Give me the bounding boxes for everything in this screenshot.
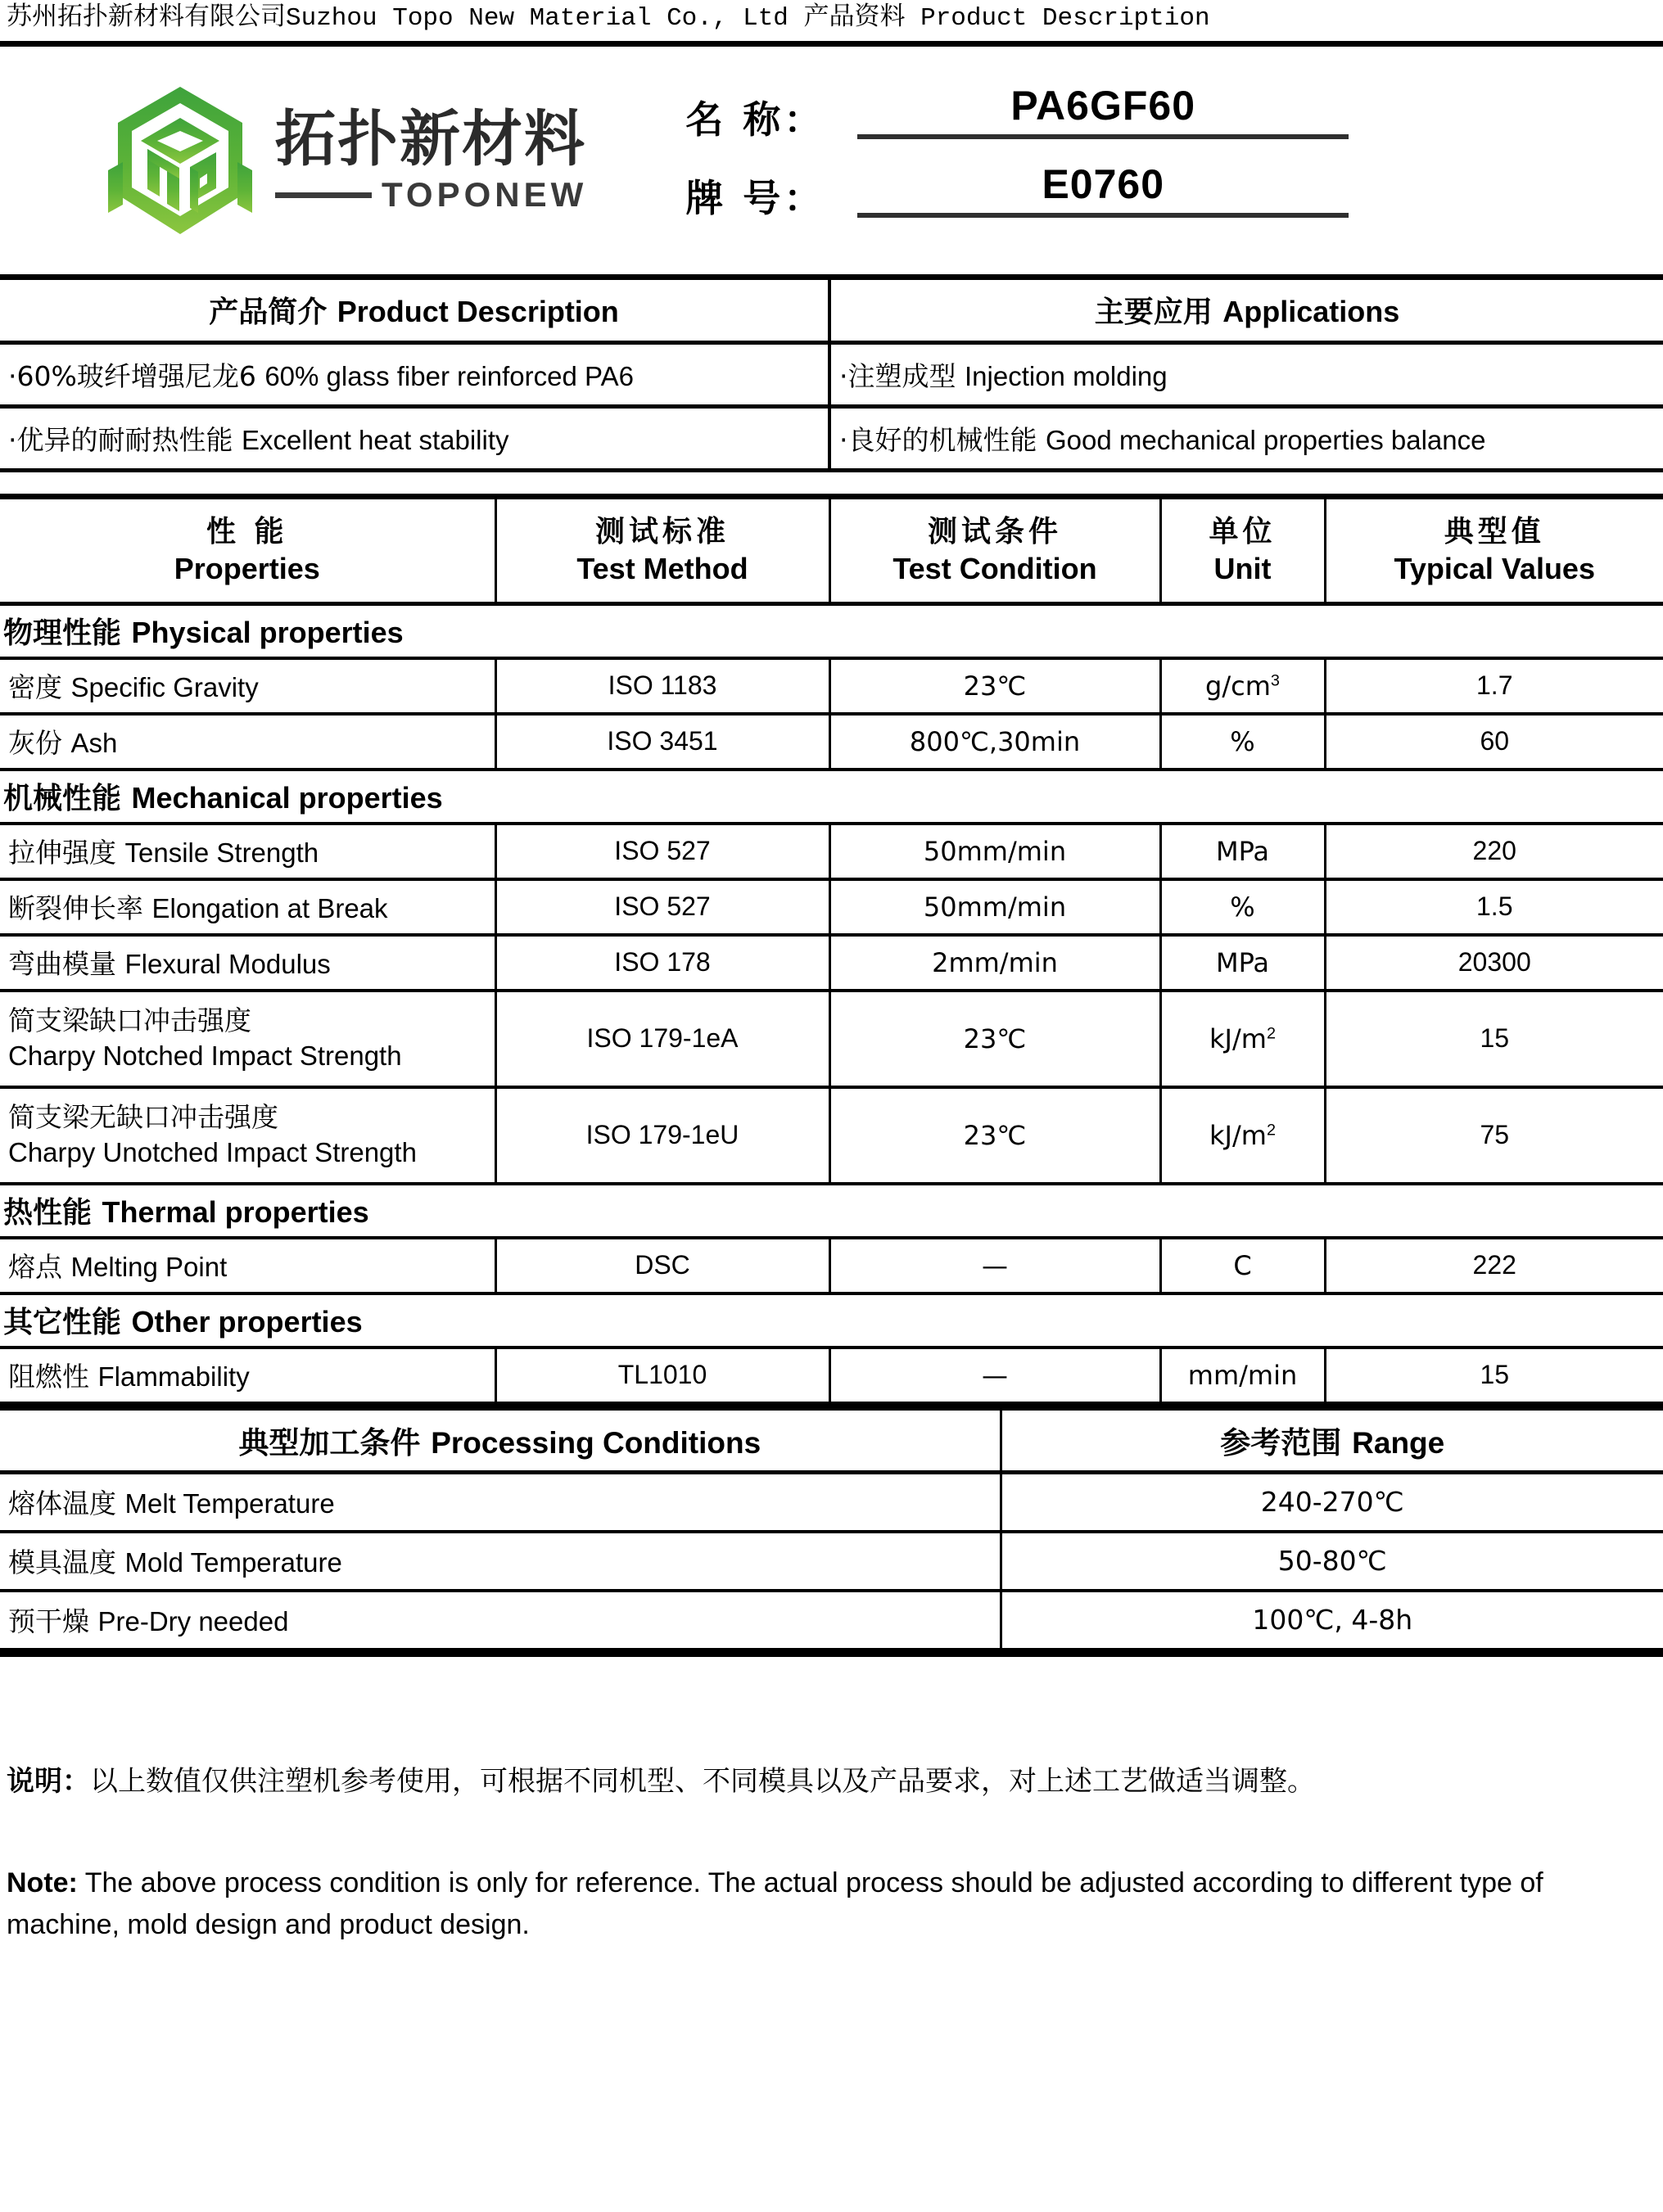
header-properties: [0, 499, 495, 604]
property-unit: [1160, 935, 1325, 991]
processing-parameter-name-en: Pre-Dry needed: [97, 1606, 289, 1637]
processing-table-top-rule: [0, 1405, 1663, 1411]
property-name: [0, 714, 495, 770]
property-unit-text: %: [1230, 891, 1255, 923]
description-item-en: 60% glass fiber reinforced PA6: [264, 360, 634, 391]
header-properties-cn: 性 能: [206, 515, 288, 549]
property-unit: [1160, 714, 1325, 770]
processing-parameter-name: [0, 1591, 1001, 1650]
property-group-heading-row: [0, 1293, 1663, 1348]
property-group-heading-en: Mechanical properties: [131, 781, 443, 815]
applications-heading-cn: 主要应用: [1094, 296, 1223, 330]
property-typical-value: 15: [1325, 991, 1663, 1087]
property-unit-exponent: 2: [1266, 1023, 1276, 1042]
property-group-heading: [0, 1293, 1663, 1348]
header-test-method-cn: 测试标准: [594, 515, 730, 549]
description-row: [0, 342, 1663, 406]
processing-table-bottom-rule: [0, 1651, 1663, 1657]
processing-conditions-heading-en: Processing Conditions: [431, 1426, 761, 1460]
property-test-condition: [829, 1348, 1160, 1403]
product-grade-label: 牌 号：: [685, 175, 825, 220]
property-unit: [1160, 1348, 1325, 1403]
header-test-condition: [829, 499, 1160, 604]
property-test-condition: [829, 1087, 1160, 1184]
processing-parameter-name: [0, 1532, 1001, 1591]
property-test-method: DSC: [495, 1238, 829, 1293]
property-row: [0, 991, 1663, 1087]
product-grade-value-field: [857, 160, 1349, 218]
property-name: [0, 1087, 495, 1184]
product-grade-row: [685, 160, 1655, 218]
property-name-cn: 简支梁缺口冲击强度: [8, 1004, 251, 1037]
processing-parameter-name-cn: 熔体温度: [8, 1487, 125, 1520]
processing-row: [0, 1591, 1663, 1650]
property-group-heading-en: Physical properties: [131, 616, 404, 650]
header-test-condition-cn: 测试条件: [927, 515, 1062, 549]
property-name-en: Charpy Notched Impact Strength: [8, 1040, 402, 1071]
property-typical-value: 1.7: [1325, 658, 1663, 714]
application-item: [829, 342, 1663, 406]
applications-heading: [829, 280, 1663, 342]
header-unit-cn: 单位: [1209, 515, 1277, 549]
property-name-cn: 弯曲模量: [8, 948, 125, 981]
property-group-heading: [0, 1184, 1663, 1238]
product-name-row: [685, 82, 1655, 142]
property-group-heading: [0, 770, 1663, 824]
processing-parameter-range-value: 50-80℃: [1277, 1545, 1387, 1578]
product-grade-value: E0760: [1042, 161, 1165, 208]
processing-parameter-range: [1001, 1591, 1663, 1650]
property-row: [0, 879, 1663, 935]
property-test-method: ISO 178: [495, 935, 829, 991]
property-group-heading-row: [0, 770, 1663, 824]
description-row: [0, 406, 1663, 470]
header-test-condition-en: Test Condition: [893, 552, 1097, 586]
footer-notes: [0, 1762, 1663, 1946]
property-test-condition: [829, 1238, 1160, 1293]
note-chinese-text: 以上数值仅供注塑机参考使用，可根据不同机型、不同模具以及产品要求，对上述工艺做适当调整。: [90, 1764, 1315, 1798]
processing-parameter-range-value: 100℃, 4-8h: [1252, 1604, 1413, 1636]
property-unit: [1160, 1238, 1325, 1293]
processing-parameter-range: [1001, 1532, 1663, 1591]
property-test-condition: [829, 991, 1160, 1087]
hexagon-cube-leaf-logo-icon: [98, 82, 262, 239]
range-heading-cn: 参考范围: [1220, 1425, 1353, 1461]
processing-parameter-name: [0, 1473, 1001, 1532]
processing-parameter-range: [1001, 1473, 1663, 1532]
processing-parameter-name-cn: 模具温度: [8, 1546, 125, 1579]
property-name-cn: 简支梁无缺口冲击强度: [8, 1101, 278, 1134]
property-name: [0, 658, 495, 714]
property-name: [0, 935, 495, 991]
property-unit-text: C: [1233, 1249, 1252, 1281]
header-typical-values: [1325, 499, 1663, 604]
note-english-label: Note:: [7, 1867, 78, 1898]
property-name-cn: 拉伸强度: [8, 837, 116, 869]
processing-parameter-name-en: Mold Temperature: [124, 1547, 342, 1578]
note-chinese-label: 说明：: [7, 1764, 90, 1798]
properties-header-row: [0, 499, 1663, 604]
property-typical-value: 75: [1325, 1087, 1663, 1184]
header-typical-values-cn: 典型值: [1444, 515, 1545, 549]
description-item: [0, 406, 829, 470]
property-name-en: Ash: [70, 728, 118, 759]
company-logo: [98, 82, 587, 239]
application-item-cn: ·良好的机械性能: [839, 423, 1046, 456]
property-test-condition: [829, 658, 1160, 714]
property-test-condition-value: 800℃,30min: [909, 725, 1081, 757]
property-name-cn: 灰份: [8, 727, 71, 760]
processing-conditions-table: [0, 1411, 1663, 1651]
property-unit-text: kJ/m: [1209, 1119, 1267, 1151]
logo-dash-rule: [275, 192, 372, 198]
property-unit-text: MPa: [1215, 835, 1270, 867]
property-typical-value: 222: [1325, 1238, 1663, 1293]
processing-header-row: [0, 1411, 1663, 1473]
property-test-condition-value: 50mm/min: [923, 891, 1067, 923]
product-name-value: PA6GF60: [1010, 83, 1196, 129]
note-chinese: [7, 1762, 1656, 1802]
application-item-cn: ·注塑成型: [839, 359, 965, 392]
processing-row: [0, 1473, 1663, 1532]
property-test-condition: [829, 824, 1160, 879]
property-row: [0, 1087, 1663, 1184]
property-name-cn: 熔点: [8, 1251, 62, 1284]
property-group-heading-en: Thermal properties: [102, 1195, 369, 1230]
property-group-heading-row: [0, 1184, 1663, 1238]
property-unit-exponent: 2: [1266, 1120, 1276, 1139]
property-group-heading: [0, 604, 1663, 658]
property-row: [0, 1238, 1663, 1293]
company-header-bar: 苏州拓扑新材料有限公司Suzhou Topo New Material Co., Ltd 产品资料 Product Description: [7, 4, 1210, 33]
description-item-en: Excellent heat stability: [241, 424, 509, 455]
property-name-en: Flammability: [97, 1361, 250, 1393]
property-name-en: Charpy Unotched Impact Strength: [8, 1136, 417, 1167]
section-spacer: [0, 472, 1663, 494]
application-item-en: Good mechanical properties balance: [1045, 424, 1486, 455]
logo-chinese-name: 拓扑新材料: [275, 104, 586, 175]
property-name-en: Elongation at Break: [151, 893, 388, 924]
logo-english-name: TOPONEW: [382, 175, 588, 214]
property-test-condition-value: 23℃: [963, 1119, 1027, 1151]
property-name-en: Flexural Modulus: [124, 949, 331, 980]
property-typical-value: 60: [1325, 714, 1663, 770]
property-test-method: TL1010: [495, 1348, 829, 1403]
property-unit: [1160, 1087, 1325, 1184]
property-typical-value: 220: [1325, 824, 1663, 879]
property-group-heading-row: [0, 604, 1663, 658]
properties-table: [0, 499, 1663, 1405]
property-test-condition-value: 50mm/min: [923, 835, 1067, 867]
property-name: [0, 879, 495, 935]
property-group-heading-en: Other properties: [131, 1305, 363, 1339]
application-item: [829, 406, 1663, 470]
header-typical-values-en: Typical Values: [1394, 552, 1595, 586]
property-typical-value: 1.5: [1325, 879, 1663, 935]
header-unit-en: Unit: [1213, 552, 1272, 586]
header-properties-en: Properties: [174, 552, 320, 586]
property-test-condition-value: 23℃: [963, 1022, 1027, 1054]
property-test-method: ISO 527: [495, 879, 829, 935]
product-description-heading-en: Product Description: [337, 295, 619, 329]
description-item-cn: ·优异的耐耐热性能: [8, 423, 242, 456]
property-name-cn: 密度: [8, 671, 71, 704]
property-typical-value: 20300: [1325, 935, 1663, 991]
masthead-bottom-rule: [0, 274, 1663, 280]
description-item: [0, 342, 829, 406]
property-unit: [1160, 879, 1325, 935]
property-unit: [1160, 824, 1325, 879]
description-header-row: [0, 280, 1663, 342]
property-group-heading-cn: 物理性能: [3, 616, 132, 651]
description-applications-table: [0, 280, 1663, 472]
masthead: [0, 47, 1663, 274]
property-row: [0, 714, 1663, 770]
note-english: [7, 1862, 1579, 1946]
property-test-method: ISO 179-1eU: [495, 1087, 829, 1184]
property-unit: [1160, 658, 1325, 714]
property-name-cn: 断裂伸长率: [8, 892, 143, 925]
property-name-en: Melting Point: [70, 1252, 228, 1283]
property-name-en: Specific Gravity: [70, 672, 259, 703]
description-item-cn: ·60%玻纤增强尼龙6: [8, 359, 265, 392]
product-title-fields: [685, 82, 1655, 239]
header-unit: [1160, 499, 1325, 604]
property-unit-text: mm/min: [1187, 1359, 1298, 1391]
property-name-en: Tensile Strength: [124, 837, 319, 869]
property-name-cn: 阻燃性: [8, 1361, 89, 1393]
property-typical-value: 15: [1325, 1348, 1663, 1403]
property-test-condition: [829, 714, 1160, 770]
range-heading-en: Range: [1352, 1426, 1445, 1460]
property-unit-text: MPa: [1215, 946, 1270, 978]
property-group-heading-cn: 其它性能: [3, 1306, 132, 1340]
processing-parameter-name-en: Melt Temperature: [124, 1488, 335, 1519]
property-test-condition-value: 23℃: [963, 670, 1027, 702]
range-heading: [1001, 1411, 1663, 1473]
application-item-en: Injection molding: [964, 360, 1168, 391]
property-row: [0, 1348, 1663, 1403]
property-test-method: ISO 1183: [495, 658, 829, 714]
property-test-condition-value: —: [982, 1359, 1008, 1391]
header-test-method: [495, 499, 829, 604]
applications-heading-en: Applications: [1222, 295, 1400, 329]
property-test-method: ISO 179-1eA: [495, 991, 829, 1087]
processing-conditions-heading-cn: 典型加工条件: [238, 1425, 432, 1461]
properties-table-top-rule: [0, 494, 1663, 499]
property-unit-text: kJ/m: [1209, 1022, 1267, 1054]
property-test-method: ISO 527: [495, 824, 829, 879]
property-row: [0, 658, 1663, 714]
property-group-heading-cn: 机械性能: [3, 782, 132, 816]
property-unit-text: %: [1230, 725, 1255, 757]
property-test-condition: [829, 935, 1160, 991]
logo-wordmark: [275, 104, 588, 214]
property-test-method: ISO 3451: [495, 714, 829, 770]
header-test-method-en: Test Method: [576, 552, 748, 586]
property-test-condition-value: —: [982, 1249, 1008, 1281]
processing-parameter-range-value: 240-270℃: [1260, 1486, 1404, 1519]
property-name: [0, 991, 495, 1087]
property-group-heading-cn: 热性能: [3, 1196, 102, 1230]
property-test-condition-value: 2mm/min: [932, 946, 1058, 978]
property-name: [0, 824, 495, 879]
processing-conditions-heading: [0, 1411, 1001, 1473]
property-unit-text: g/cm: [1205, 670, 1271, 702]
product-description-heading-cn: 产品简介: [209, 296, 337, 330]
note-english-text: The above process condition is only for reference. The actual process should be adjusted according to different type of machine, mold design and product design.: [7, 1867, 1543, 1940]
product-description-heading: [0, 280, 829, 342]
property-name: [0, 1238, 495, 1293]
processing-row: [0, 1532, 1663, 1591]
header-divider-rule: [0, 41, 1663, 47]
property-row: [0, 935, 1663, 991]
product-name-value-field: [857, 82, 1349, 139]
property-row: [0, 824, 1663, 879]
processing-parameter-name-cn: 预干燥: [8, 1605, 98, 1638]
property-test-condition: [829, 879, 1160, 935]
property-unit-exponent: 3: [1270, 670, 1280, 689]
product-name-label: 名 称：: [685, 97, 825, 142]
property-unit: [1160, 991, 1325, 1087]
property-name: [0, 1348, 495, 1403]
